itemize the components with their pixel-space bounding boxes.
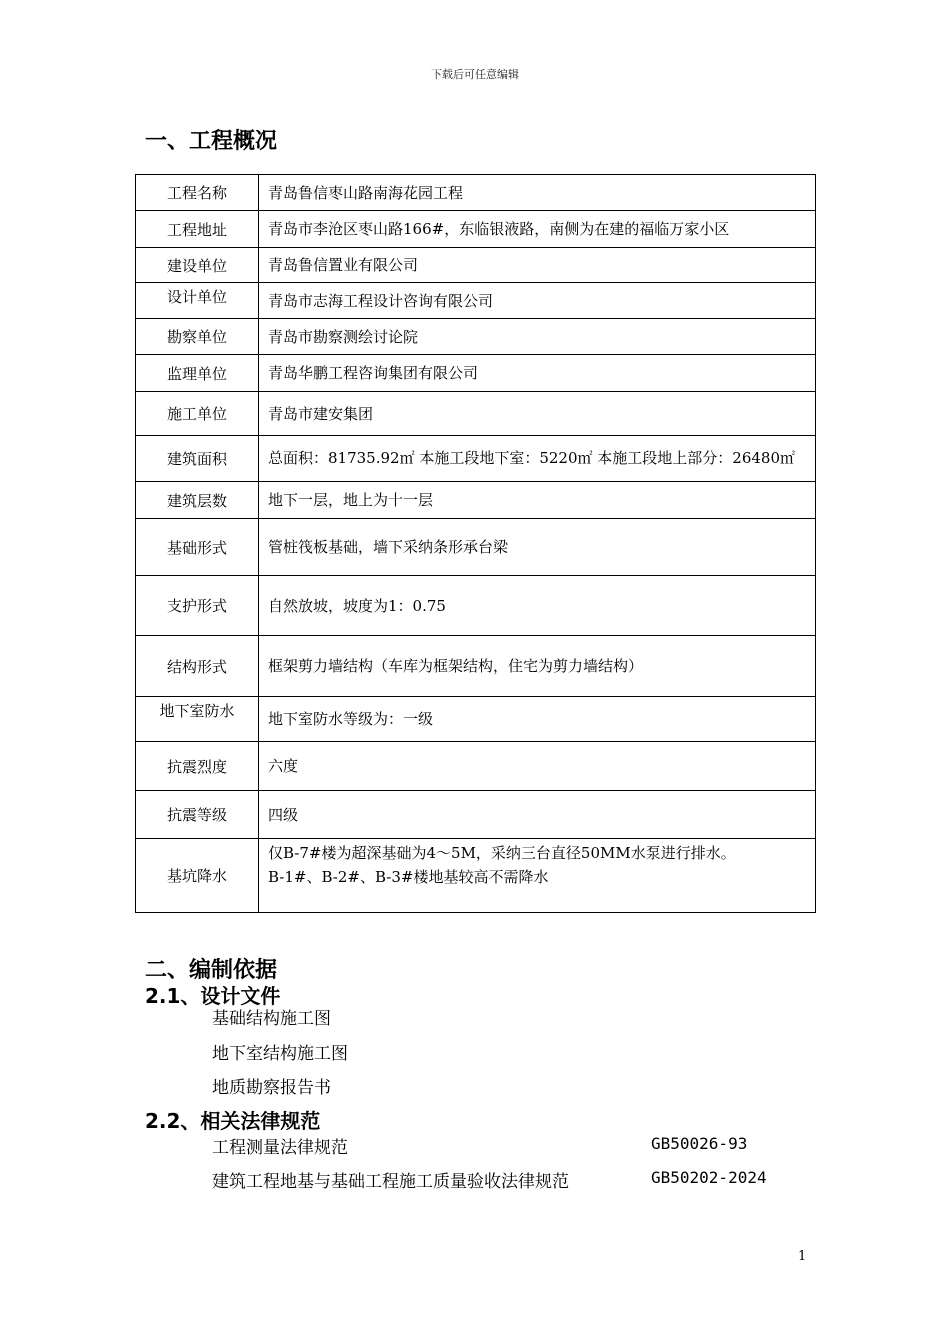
row-label: 建筑面积: [136, 436, 259, 482]
subsection-title-laws: 2.2、相关法律规范: [145, 1109, 321, 1133]
row-label: 建设单位: [136, 248, 259, 283]
page-number: 1: [798, 1249, 807, 1264]
section-title-overview: 一、工程概况: [145, 129, 278, 154]
table-row: [136, 742, 816, 791]
table-row: [136, 519, 816, 576]
row-label: 抗震烈度: [136, 742, 259, 791]
overview-table: [135, 174, 816, 913]
row-label: 支护形式: [136, 576, 259, 636]
row-value-line: B-1#、B-2#、B-3#楼地基较高不需降水: [268, 868, 549, 886]
row-value: 四级: [259, 791, 816, 839]
row-value: 框架剪力墙结构（车库为框架结构，住宅为剪力墙结构）: [259, 636, 816, 697]
table-row: [136, 482, 816, 519]
table-row: [136, 248, 816, 283]
law-code: GB50026-93: [651, 1134, 748, 1153]
row-label: 勘察单位: [136, 319, 259, 355]
row-label: 基础形式: [136, 519, 259, 576]
row-value: 青岛鲁信枣山路南海花园工程: [259, 175, 816, 211]
design-doc-item: 基础结构施工图: [212, 1009, 331, 1029]
row-label: 工程名称: [136, 175, 259, 211]
row-label: 建筑层数: [136, 482, 259, 519]
table-row: [136, 175, 816, 211]
table-row: [136, 576, 816, 636]
row-value: 总面积：81735.92㎡ 本施工段地下室：5220㎡ 本施工段地上部分：26480㎡: [259, 436, 816, 482]
table-row: [136, 392, 816, 436]
section-title-basis: 二、编制依据: [145, 958, 278, 983]
row-value: 地下一层，地上为十一层: [259, 482, 816, 519]
row-value: 青岛市志海工程设计咨询有限公司: [259, 283, 816, 319]
law-name: 工程测量法律规范: [212, 1138, 348, 1158]
header-note: 下载后可任意编辑: [431, 68, 519, 81]
row-value: 青岛市建安集团: [259, 392, 816, 436]
row-label: 地下室防水: [136, 697, 259, 742]
law-code: GB50202-2024: [651, 1168, 767, 1187]
row-value: [259, 839, 816, 913]
row-value: 青岛华鹏工程咨询集团有限公司: [259, 355, 816, 392]
subsection-title-design-docs: 2.1、设计文件: [145, 984, 281, 1008]
design-doc-item: 地下室结构施工图: [212, 1044, 348, 1064]
row-label: 结构形式: [136, 636, 259, 697]
row-value: 管桩筏板基础，墙下采纳条形承台梁: [259, 519, 816, 576]
table-row: [136, 636, 816, 697]
table-row: [136, 283, 816, 319]
row-value: 青岛市李沧区枣山路166#，东临银液路，南侧为在建的福临万家小区: [259, 211, 816, 248]
table-row: [136, 355, 816, 392]
table-row: [136, 319, 816, 355]
row-label: 施工单位: [136, 392, 259, 436]
row-label: 基坑降水: [136, 839, 259, 913]
table-row: [136, 791, 816, 839]
row-value: 青岛鲁信置业有限公司: [259, 248, 816, 283]
law-name: 建筑工程地基与基础工程施工质量验收法律规范: [212, 1172, 569, 1192]
row-value: 自然放坡，坡度为1：0.75: [259, 576, 816, 636]
table-row: [136, 839, 816, 913]
row-value: 青岛市勘察测绘讨论院: [259, 319, 816, 355]
table-row: [136, 697, 816, 742]
row-label: 设计单位: [136, 283, 259, 319]
table-row: [136, 436, 816, 482]
row-value-line: 仅B-7#楼为超深基础为4～5M，采纳三台直径50MM水泵进行排水。: [268, 844, 736, 862]
row-value: 六度: [259, 742, 816, 791]
design-doc-item: 地质勘察报告书: [212, 1078, 331, 1098]
row-label: 监理单位: [136, 355, 259, 392]
row-label: 抗震等级: [136, 791, 259, 839]
table-row: [136, 211, 816, 248]
row-label: 工程地址: [136, 211, 259, 248]
row-value: 地下室防水等级为：一级: [259, 697, 816, 742]
